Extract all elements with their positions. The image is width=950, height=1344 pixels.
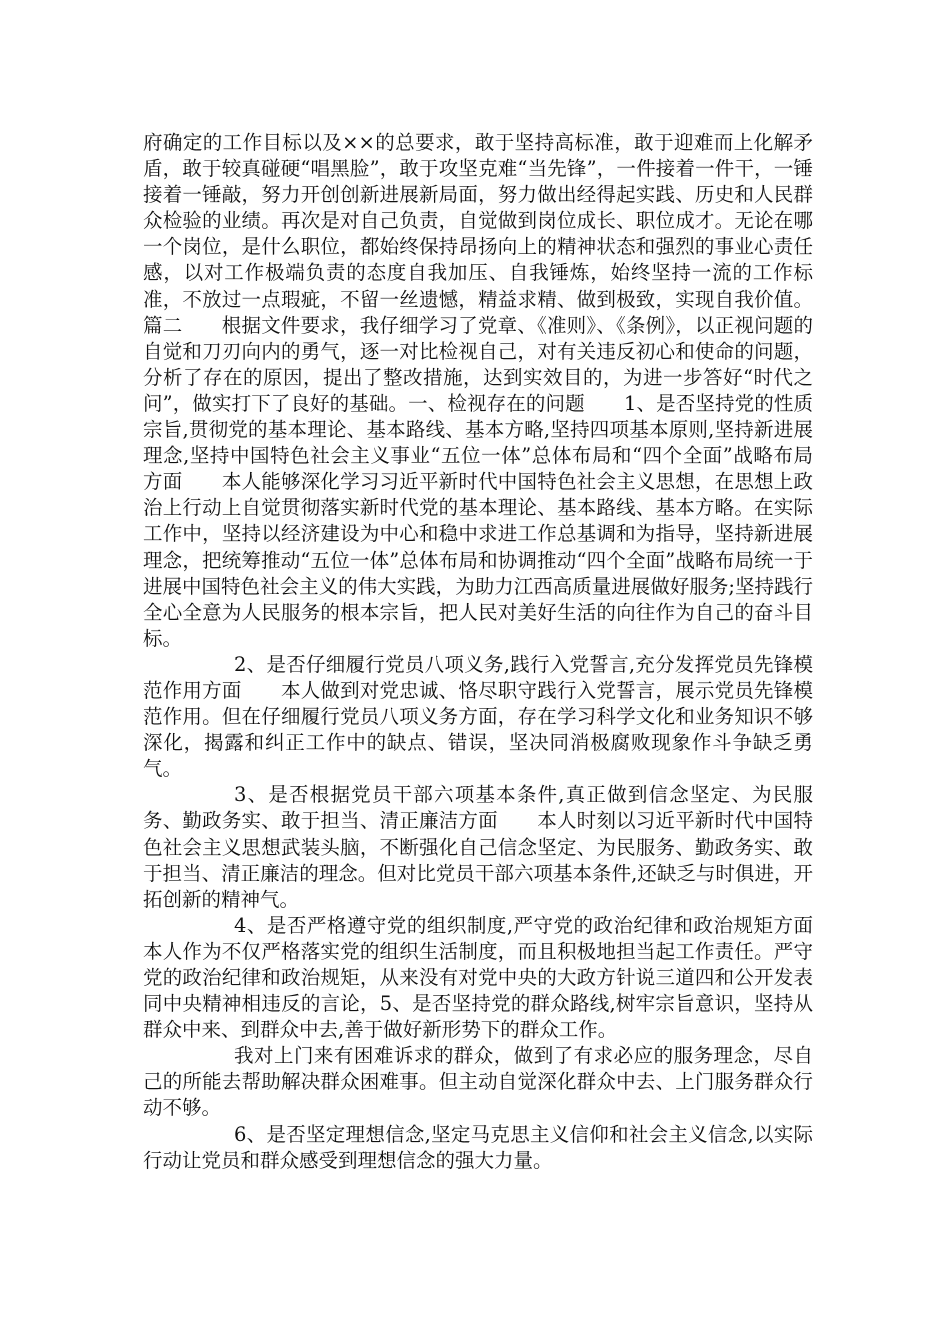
- paragraph-1: 府确定的工作目标以及××的总要求，敢于坚持高标准，敢于迎难而上化解矛盾，敢于较真碰硬“唱黑脸”，敢于攻坚克难“当先锋”，一件接着一件干，一锤接着一锤敲，努力开创创新进展新局面，努力做出经得起实践、历史和人民群众检验的业绩。再次是对自己负责，自觉做到岗位成长、职位成才。无论在哪一个岗位，是什么职位，都始终保持昂扬向上的精神状态和强烈的事业心责任感，以对工作极端负责的态度自我加压、自我锤炼，始终坚持一流的工作标准，不放过一点瑕疵，不留一丝遗憾，精益求精、做到极致，实现自我价值。篇二 根据文件要求，我仔细学习了党章、《准则》、《条例》，以正视问题的自觉和刀刃向内的勇气，逐一对比检视自己，对有关违反初心和使命的问题，分析了存在的原因，提出了整改措施，达到实效目的，为进一步答好“时代之问”，做实打下了良好的基础。一、检视存在的问题 1、是否坚持党的性质宗旨,贯彻党的基本理论、基本路线、基本方略,坚持四项基本原则,坚持新进展理念,坚持中国特色社会主义事业“五位一体”总体布局和“四个全面”战略布局方面 本人能够深化学习习近平新时代中国特色社会主义思想，在思想上政治上行动上自觉贯彻落实新时代党的基本理论、基本路线、基本方略。在实际工作中，坚持以经济建设为中心和稳中求进工作总基调和为指导，坚持新进展理念，把统筹推动“五位一体”总体布局和协调推动“四个全面”战略布局统一于进展中国特色社会主义的伟大实践，为助力江西高质量进展做好服务;坚持践行全心全意为人民服务的根本宗旨，把人民对美好生活的向往作为自己的奋斗目标。: [143, 131, 813, 650]
- paragraph-6: 6、是否坚定理想信念,坚定马克思主义信仰和社会主义信念,以实际行动让党员和群众感受到理想信念的强大力量。: [143, 1122, 813, 1172]
- paragraph-3: 3、是否根据党员干部六项基本条件,真正做到信念坚定、为民服务、勤政务实、敢于担当、清正廉洁方面 本人时刻以习近平新时代中国特色社会主义思想武装头脑，不断强化自己信念坚定、为民服务、勤政务实、敢于担当、清正廉洁的理念。但对比党员干部六项基本条件,还缺乏与时俱进，开拓创新的精神气。: [143, 783, 813, 911]
- paragraph-4: 4、是否严格遵守党的组织制度,严守党的政治纪律和政治规矩方面 本人作为不仅严格落实党的组织生活制度，而且积极地担当起工作责任。严守党的政治纪律和政治规矩，从来没有对党中央的大政方针说三道四和公开发表同中央精神相违反的言论，5、是否坚持党的群众路线,树牢宗旨意识，坚持从群众中来、到群众中去,善于做好新形势下的群众工作。: [143, 913, 853, 1042]
- paragraph-2: 2、是否仔细履行党员八项义务,践行入党誓言,充分发挥党员先锋模范作用方面 本人做到对党忠诚、恪尽职守践行入党誓言，展示党员先锋模范作用。但在仔细履行党员八项义务方面，存在学习科学文化和业务知识不够深化，揭露和纠正工作中的缺点、错误，坚决同消极腐败现象作斗争缺乏勇气。: [143, 652, 813, 781]
- document-body: [143, 130, 853, 1174]
- paragraph-5: 我对上门来有困难诉求的群众，做到了有求必应的服务理念，尽自己的所能去帮助解决群众困难事。但主动自觉深化群众中去、上门服务群众行动不够。: [143, 1044, 813, 1120]
